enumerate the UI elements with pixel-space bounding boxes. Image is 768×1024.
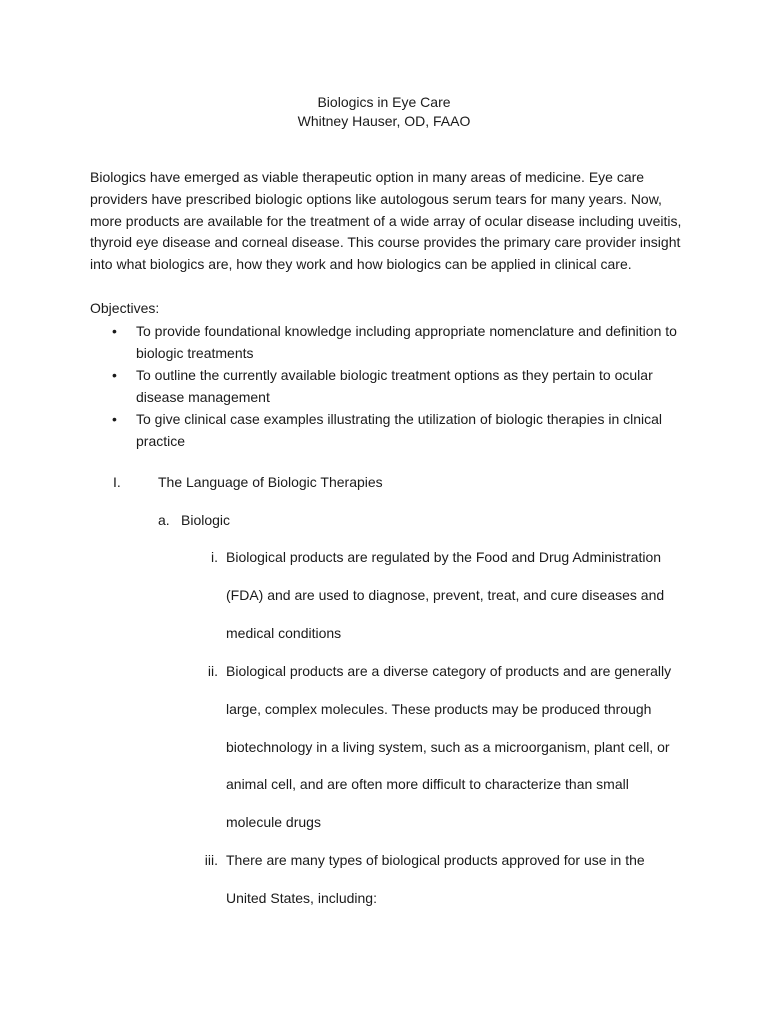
intro-paragraph-block: [90, 167, 690, 276]
intro-paragraph: Biologics have emerged as viable therapeutic option in many areas of medicine. Eye care providers have prescribed biologic options like autologous serum tears for many years. Now, more products are available for the treatment of a wide array of ocular disease including uveitis, thyroid eye disease and corneal disease. This course provides the primary care provider insight into what biologics are, how they work and how biologics can be applied in clinical care.: [90, 169, 682, 273]
outline-point: [196, 842, 676, 918]
document-header: [0, 93, 768, 131]
bullet-icon: •: [112, 323, 117, 339]
subsection-title: Biologic: [181, 512, 231, 528]
point-number: ii.: [207, 663, 218, 679]
objectives-label: Objectives:: [90, 300, 160, 316]
objective-item: [90, 364, 690, 408]
section-number: I.: [113, 474, 121, 490]
outline-point: [196, 539, 676, 652]
objective-text: To give clinical case examples illustrating the utilization of biologic therapies in clnical practice: [136, 411, 663, 449]
point-text: Biological products are regulated by the Food and Drug Administration (FDA) and are used to diagnose, prevent, treat, and cure diseases and medical conditions: [226, 549, 665, 641]
outline-subsection-heading: [158, 510, 230, 531]
point-text: There are many types of biological products approved for use in the United States, including:: [226, 852, 645, 906]
bullet-icon: •: [112, 367, 117, 383]
objective-item: [90, 408, 690, 452]
outline-point: [196, 653, 676, 842]
bullet-icon: •: [112, 411, 117, 427]
objective-text: To provide foundational knowledge including appropriate nomenclature and definition to biologic treatments: [136, 323, 677, 361]
document-title: Biologics in Eye Care: [317, 94, 451, 110]
objective-text: To outline the currently available biologic treatment options as they pertain to ocular disease management: [136, 367, 653, 405]
point-number: i.: [211, 549, 218, 565]
point-number: iii.: [204, 852, 218, 868]
point-text: Biological products are a diverse category of products and are generally large, complex molecules. These products may be produced through biotechnology in a living system, such as a microorganism, plant cell, or animal cell, and are often more difficult to characterize than small molecule drugs: [226, 663, 672, 831]
outline-section-heading: [113, 472, 383, 493]
section-title: The Language of Biologic Therapies: [158, 474, 383, 490]
document-author: Whitney Hauser, OD, FAAO: [297, 113, 471, 129]
objective-item: [90, 320, 690, 364]
subsection-number: a.: [158, 512, 170, 528]
objectives-list: [90, 320, 690, 452]
